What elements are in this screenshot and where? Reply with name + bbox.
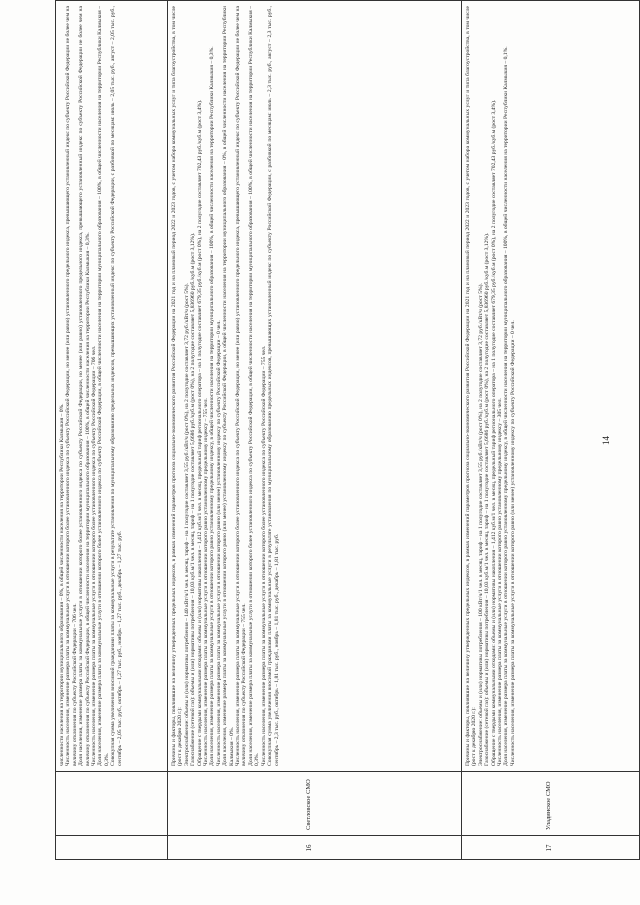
table-right-border (55, 0, 640, 1)
paragraph: Численность населения, изменение размера платы за коммунальные услуги в отношении которого равно установленному предельному индексу – 305 чел. (497, 398, 504, 766)
column-divider-2 (55, 771, 640, 772)
paragraph: Газоснабжение (сетевой газ): объемы и (или) нормативы потребления – 10,03 куб.м/1 чел. в месяц, тариф – на 1 полугодие составляет 5,6686 руб./куб.м (рост 0%), на 2 полугодие составляет 5,836960 руб./куб.м (рост 3,12%). (484, 232, 491, 766)
rotated-table-area (55, 0, 640, 860)
row-divider-2 (461, 0, 462, 860)
paragraph: Доля населения, изменение размера платы за коммунальные услуги в отношении которого равно установленному предельному индексу, в общей численности населения на территории муниципального образования – 100%, в общей численности населения на территории Республики Калмыкия – 0,3%. (209, 46, 216, 766)
paragraph: Численность населения, изменение размера платы за коммунальные услуги в отношении которого более установленного индекса по субъекту Российской Федерации, но менее (или равно) установленного предельного индекса, превышающего установленный индекс по субъекту Российской Федерации не более чем на величину отклонения по субъекту Российской Федерации – 706 чел. (65, 6, 78, 766)
row-number: 16 (305, 844, 313, 852)
row-1-content (171, 6, 459, 766)
paragraph: Доля населения, изменение размера платы за коммунальные услуги в отношении которого равно (или менее) установленному индексу по субъекту Российской Федерации, в общей численности населения на территории муниципального образования – 0%, в общей численности населения на территории Республики Калмыкия – 0%. (222, 6, 235, 766)
row-0-content (59, 6, 165, 766)
page-number: 14 (601, 436, 611, 445)
paragraph: Доля населения, изменение размера платы за коммунальные услуги в отношении которого более установленного индекса по субъекту Российской Федерации, в общей численности населения на территории муниципального образования – 100%, в общей численности населения на территории Республики Калмыкия – 0,3%. (97, 6, 110, 766)
paragraph: Электроснабжение: объемы и (или) нормативы потребления – 140 кВт/ч/1 чел. в месяц, тариф – на 1 полугодие составляет 3,55 руб./кВт/ч (рост 0%), на 2 полугодие составляет 3,72 руб./кВт/ч (рост 5%). (183, 283, 190, 766)
paragraph: Численность населения, изменение размера платы за коммунальные услуги в отношении которого более установленного индекса по субъекту Российской Федерации – 706 чел. (91, 345, 98, 766)
paragraph: Численность населения, изменение размера платы за коммунальные услуги в отношении которого более установленного индекса по субъекту Российской Федерации, но менее (или равно) установленного предельного индекса, превышающего установленный индекс по субъекту Российской Федерации не более чем на величину отклонения по субъекту Российской Федерации – 755 чел. (235, 6, 248, 766)
paragraph: Доля населения, изменение размера платы за коммунальные услуги в отношении которого более установленного индекса по субъекту Российской Федерации, в общей численности населения на территории муниципального образования – 100%, в общей численности населения на территории Республики Калмыкия – 0,3%. (247, 6, 261, 766)
municipality-name: Уладинское СМО (545, 781, 552, 830)
row-2-content (465, 6, 637, 766)
paragraph: численности населения на территории муниципального образования – 0%, в общей численности населения на территории Республики Калмыкия – 0%. (59, 403, 65, 766)
paragraph: Совокупная сумма увеличения вносимой гражданами платы за коммунальные услуги в результате установления по муниципальному образованию предельных индексов, превышающих установленный индекс по субъекту Российской Федерации, с разбивкой по месяцам: июль – 2,05 тыс. руб., август – 2,05 тыс. руб., сентябрь – 2,05 тыс. руб., октябрь – 1,27 тыс. руб., ноябрь – 1,27 тыс. руб., декабрь – 1,27 тыс. руб. (110, 6, 123, 766)
paragraph: Причины и факторы, повлиявшие на величину утвержденных предельных индексов, в рамках изменений параметров прогноза социально-экономического развития Российской Федерации на 2021 год и на плановый период 2022 и 2023 годов, с учетом набора коммунальных услуг и типа благоустройства, в том числе (рост к декабрю 2020 г.): (465, 6, 478, 766)
paragraph: Совокупная сумма увеличения вносимой гражданами платы за коммунальные услуги в результате установления по муниципальному образованию предельных индексов, превышающих установленный индекс по субъекту Российской Федерации, с разбивкой по месяцам: июль – 2,3 тыс. руб., август – 2,3 тыс. руб., сентябрь – 2,3 тыс. руб., октябрь – 1,81 тыс. руб., ноябрь – 1,81 тыс. руб., декабрь – 1,81 тыс. руб. (267, 6, 280, 766)
paragraph: Электроснабжение: объемы и (или) нормативы потребления – 100 кВт/ч/1 чел. в месяц, тариф – на 1 полугодие составляет 3,55 руб./кВт/ч (рост 0%), на 2 полугодие составляет 3,72 руб./кВт/ч (рост 5%). (477, 283, 484, 766)
paragraph: Обращение с твердыми коммунальными отходами: объемы и (или) нормативы накопления – 1,412 куб.м/1 чел. в месяц, предельный тариф регионального оператора – на 1 полугодие составляет 679,35 руб./куб.м (рост 0%), на 2 полугодие составляет 702,43 руб./куб.м (рост 3,4%). (196, 99, 203, 766)
paragraph: Численность населения, изменение размера платы за коммунальные услуги в отношении которого более установленного индекса по субъекту Российской Федерации – 755 чел. (260, 345, 267, 766)
paragraph: Причины и факторы, повлиявшие на величину утвержденных предельных индексов, в рамках изменений параметров прогноза социально-экономического развития Российской Федерации на 2021 год и на плановый период 2022 и 2023 годов, с учетом набора коммунальных услуг и типа благоустройства, в том числе (рост к декабрю 2020 г.): (171, 6, 184, 766)
paragraph: Газоснабжение (сетевой газ): объемы и (или) нормативы потребления – 10,03 куб.м/1 чел. в месяц, тариф – на 1 полугодие составляет 5,6686 руб./куб.м (рост 0%), на 2 полугодие составляет 5,836960 руб./куб.м (рост 3,12%). (190, 232, 197, 766)
data-table (55, 0, 640, 860)
paragraph: Численность населения, изменение размера платы за коммунальные услуги в отношении которого равно установленному предельному индексу – 755 чел. (203, 398, 210, 766)
row-number: 17 (545, 844, 553, 852)
table-top-border (55, 0, 56, 860)
paragraph: Доля населения, изменение размера платы за коммунальные услуги в отношении которого более установленного индекса по субъекту Российской Федерации, но менее (или равно) установленного предельного индекса, превышающего установленный индекс по субъекту Российской Федерации не более чем на величину отклонения по субъекту Российской Федерации, в общей численности населения на территории муниципального образования – 100%, в общей численности населения на территории Республики Калмыкия – 0,3%. (78, 6, 91, 766)
paragraph: Численность населения, изменение размера платы за коммунальные услуги в отношении которого равно (или менее) установленному индексу по субъекту Российской Федерации – 0 чел. (509, 320, 516, 766)
municipality-name: Светловское СМО (305, 779, 312, 830)
paragraph: Численность населения, изменение размера платы за коммунальные услуги в отношении которого равно (или менее) установленному индексу по субъекту Российской Федерации – 0 чел. (215, 320, 222, 766)
paragraph: Доля населения, изменение размера платы за коммунальные услуги в отношении которого равно установленному предельному индексу, в общей численности населения на территории муниципального образования – 100%, в общей численности населения на территории Республики Калмыкия – 0,1%. (503, 46, 510, 766)
row-divider-1 (167, 0, 168, 860)
paragraph: Обращение с твердыми коммунальными отходами: объемы и (или) нормативы накопления – 1,412 куб.м/1 чел. в месяц, предельный тариф регионального оператора – на 1 полугодие составляет 679,35 руб./куб.м (рост 0%), на 2 полугодие составляет 702,43 руб./куб.м (рост 3,4%). (490, 99, 497, 766)
